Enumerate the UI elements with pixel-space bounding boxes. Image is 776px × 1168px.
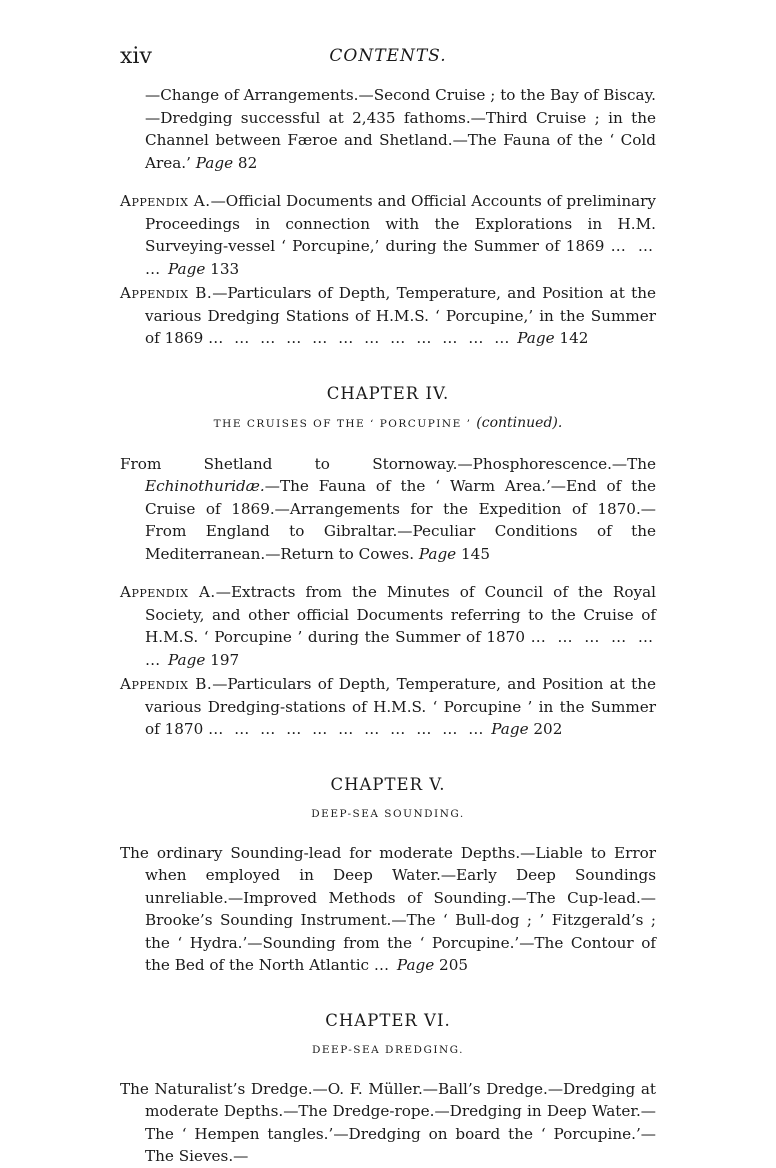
chapter-6-entry bbox=[120, 1078, 656, 1168]
page-label: Page bbox=[418, 544, 457, 563]
chapter-6-subtitle: DEEP-SEA DREDGING. bbox=[311, 1043, 465, 1056]
running-title: CONTENTS. bbox=[329, 46, 447, 66]
appendix-lead: Appendix A. bbox=[120, 583, 216, 601]
page-ref: 205 bbox=[439, 956, 469, 974]
entry-italic: Echinothuridæ. bbox=[145, 477, 265, 495]
leader-dots: … … … … … … … … … … … … bbox=[208, 329, 513, 347]
chapter-4-entry bbox=[120, 453, 656, 566]
appendix-text: —Particulars of Depth, Temperature, and Position at the various Dredging Stations of H.M.S. ‘ Porcupine,’ in the Summer of 1869 bbox=[145, 284, 656, 347]
page-label: Page bbox=[491, 720, 529, 738]
page-ref: 197 bbox=[210, 650, 240, 669]
appendix-lead: Appendix B. bbox=[120, 284, 213, 302]
chapter3-appendix-a bbox=[120, 190, 656, 280]
subtitle-text: THE CRUISES OF THE ‘ PORCUPINE ’ bbox=[213, 417, 472, 430]
chapter4-appendix-a bbox=[120, 581, 656, 671]
chapter-5-heading: CHAPTER V. bbox=[330, 774, 446, 794]
entry-text-a: From Shetland to Stornoway.—Phosphorescence.—The bbox=[120, 454, 656, 473]
leader-dots: … … … … … … … … … … … bbox=[208, 720, 487, 738]
appendix-text: —Extracts from the Minutes of Council of the Royal Society, and other official Documents referring to the Cruise of H.M.S. ‘ Porcupine ’ during the Summer of 1870 bbox=[145, 583, 656, 646]
leader-dots: … bbox=[373, 956, 393, 974]
appendix-lead: Appendix B. bbox=[120, 675, 213, 693]
page-label: Page bbox=[168, 259, 206, 278]
appendix-text: —Particulars of Depth, Temperature, and Position at the various Dredging-stations of H.M.S. ‘ Porcupine ’ in the Summer of 1870 bbox=[145, 675, 656, 738]
chapter-6-heading: CHAPTER VI. bbox=[325, 1010, 451, 1030]
chapter4-appendix-b bbox=[120, 673, 656, 741]
entry-text: The ordinary Sounding-lead for moderate Depths.—Liable to Error when employed in Deep Water.—Early Deep Soundings unreliable.—Improved Methods of Sounding.—The Cup-lead.—Brooke’s Sounding Instrument.—The ‘ Bull-dog ; ’ Fitzgerald’s ; the ‘ Hydra.’—Sounding from the ‘ Porcupine.’—The Contour of the Bed of the North Atlantic bbox=[120, 843, 656, 974]
chapter-4-subtitle bbox=[120, 415, 656, 431]
chapter3-continued-entry bbox=[120, 84, 656, 174]
page-label: Page bbox=[396, 956, 435, 974]
entry-text: —Change of Arrangements.—Second Cruise ; to the Bay of Biscay.—Dredging successful at 2,435 fathoms.—Third Cruise ; in the Channel between Fӕroe and Shetland.—The Fauna of the ‘ Cold Area.’ bbox=[145, 86, 656, 172]
contents-body bbox=[120, 82, 656, 1168]
subtitle-suffix: (continued). bbox=[476, 414, 563, 431]
entry-text: The Naturalist’s Dredge.—O. F. Müller.—Ball’s Dredge.—Dredging at moderate Depths.—The Dredge-rope.—Dredging in Deep Water.—The ‘ Hempen tangles.’—Dredging on board the ‘ Porcupine.’—The Sieves.— bbox=[120, 1079, 656, 1165]
page-ref: 142 bbox=[559, 329, 589, 347]
page-ref: 133 bbox=[210, 259, 240, 278]
chapter-4-heading: CHAPTER IV. bbox=[326, 383, 450, 403]
chapter3-appendix-b bbox=[120, 282, 656, 350]
appendix-lead: Appendix A. bbox=[120, 192, 211, 210]
chapter-5-subtitle: DEEP-SEA SOUNDING. bbox=[311, 807, 465, 820]
page-label: Page bbox=[517, 329, 555, 347]
appendix-text: —Official Documents and Official Accounts of preliminary Proceedings in connection with the Explorations in H.M. Surveying-vessel ‘ Porcupine,’ during the Summer of 1869 bbox=[145, 192, 656, 255]
running-header bbox=[120, 44, 656, 74]
page-ref: 202 bbox=[533, 720, 563, 738]
page-ref: 82 bbox=[237, 153, 258, 172]
leader-dots: … … … bbox=[145, 237, 657, 278]
leader-dots: … … … … … … bbox=[145, 628, 657, 669]
page-label: Page bbox=[195, 153, 234, 172]
page-label: Page bbox=[168, 650, 206, 669]
page-number: xiv bbox=[120, 44, 152, 69]
page-ref: 145 bbox=[461, 544, 490, 563]
chapter-5-entry bbox=[120, 842, 656, 977]
entry-text-b: —The Fauna of the ‘ Warm Area.’—End of the Cruise of 1869.—Arrangements for the Expedition of 1870.—From England to Gibraltar.—Peculiar Conditions of the Mediterranean.—Return to Cowes. bbox=[145, 477, 656, 563]
